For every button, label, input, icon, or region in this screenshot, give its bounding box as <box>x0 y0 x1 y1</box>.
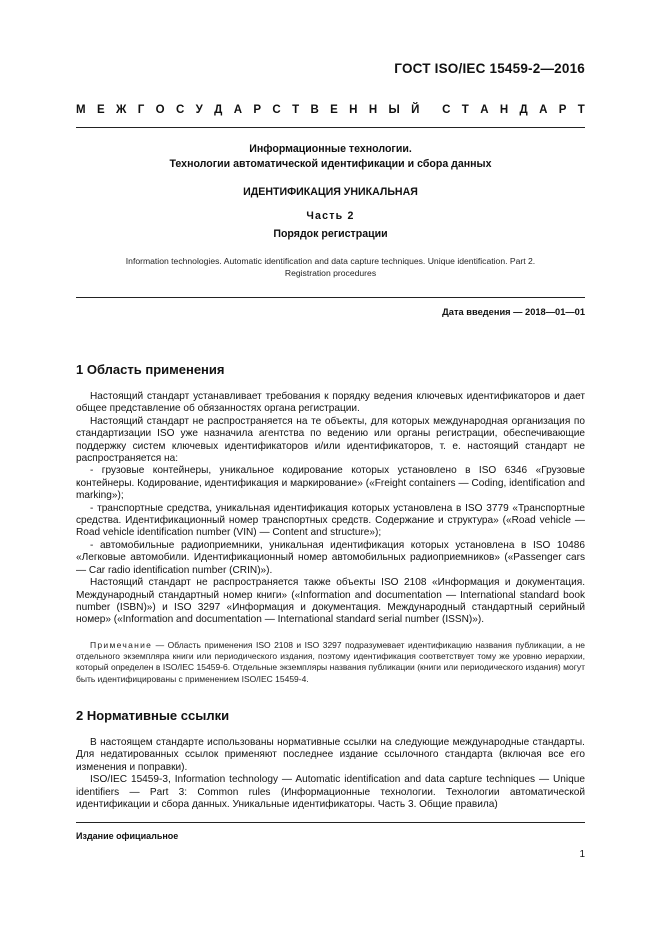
heading-letter: Р <box>253 104 262 116</box>
heading-letter: А <box>233 104 243 116</box>
heading-letter: Ж <box>115 104 127 116</box>
paragraph: В настоящем стандарте использованы нормативные ссылки на следующие международные стандарты. Для недатированных ссылок применяют последнее издание ссылочного стандарта (включая все его изменения и поправки). <box>76 737 585 773</box>
heading-letter: А <box>539 104 548 116</box>
heading-letter: О <box>155 104 165 116</box>
heading-letter: С <box>175 104 185 116</box>
section-1-title: 1 Область применения <box>76 362 225 377</box>
paragraph: Настоящий стандарт не распространяется на те объекты, для которых международная организация по стандартизации ISO уже назначила агентства по ведению или органы регистрации, обеспечивающие поддержку систем ключевых идентификаторов и/или идентификаторов, т. е. настоящий стандарт не распространяется на: <box>76 415 585 465</box>
heading-letter: Н <box>499 104 509 116</box>
heading-letter: М <box>76 104 86 116</box>
heading-letter: С <box>442 104 451 116</box>
paragraph: ISO/IEC 15459-3, Information technology — Automatic identification and data capture techniques — Unique identifiers — Part 3: Common rules (Информационные технологии. Технологии автоматической идентификации и сбора данных. Уникальные идентификаторы. Часть 3. Общие правила) <box>76 774 585 811</box>
subtitle: Порядок регистрации <box>273 228 388 240</box>
heading-letter: У <box>195 104 203 116</box>
introduction-date: Дата введения — 2018—01—01 <box>442 307 585 317</box>
heading-letter: А <box>480 104 489 116</box>
english-title-line-2: Registration procedures <box>284 268 377 278</box>
heading-letter: Т <box>577 104 585 116</box>
title-line-1: Информационные технологии. <box>249 143 412 155</box>
heading-letter: Й <box>411 104 420 116</box>
english-title-line-1: Information technologies. Automatic identification and data capture techniques. Unique identification. Part 2. <box>125 256 536 266</box>
heading-letter: Т <box>461 104 469 116</box>
heading-letter: Ы <box>388 104 400 116</box>
section-1-body <box>76 391 585 627</box>
title-line-2: Технологии автоматической идентификации и сбора данных <box>169 158 492 170</box>
heading-letter: В <box>310 104 319 116</box>
part-label: Часть 2 <box>306 210 355 222</box>
document-code: ГОСТ ISO/IEC 15459-2—2016 <box>394 61 585 76</box>
heading-letter: Р <box>558 104 567 116</box>
note-label: Примечание <box>90 640 153 650</box>
heading-letter: С <box>272 104 281 116</box>
heading-letter: Н <box>349 104 358 116</box>
middle-divider <box>76 297 585 298</box>
section-2-title: 2 Нормативные ссылки <box>76 708 230 723</box>
edition-label: Издание официальное <box>76 831 179 841</box>
footer-divider <box>76 822 585 823</box>
title-line-3: ИДЕНТИФИКАЦИЯ УНИКАЛЬНАЯ <box>243 186 418 198</box>
english-title <box>76 255 585 279</box>
heading-letter: Е <box>330 104 338 116</box>
interstate-standard-heading <box>76 104 585 116</box>
heading-letter: Т <box>292 104 300 116</box>
heading-letter: Е <box>96 104 105 116</box>
heading-letter: Г <box>137 104 145 116</box>
list-item: - транспортные средства, уникальная идентификация которых установлена в ISO 3779 «Транспортные средства. Идентификационный номер транспортных средств. Содержание и структура» («Road vehicle — Road vehicle identification number (VIN) — Content and structure»); <box>76 502 585 539</box>
top-divider <box>76 127 585 128</box>
heading-letter: Д <box>214 104 223 116</box>
list-item: - автомобильные радиоприемники, уникальная идентификация которых установлена в ISO 10486 «Легковые автомобили. Идентификационный номер автомобильных радиоприемников» («Passenger cars — Car radio identification number (CRIN)»). <box>76 539 585 576</box>
heading-letter: Н <box>368 104 378 116</box>
paragraph: Настоящий стандарт не распространяется также объекты ISO 2108 «Информация и документация. Международный стандартный номер книги» («Information and documentation — International standard book number (ISBN)») и ISO 3297 «Информация и документация. Международный стандартный серийный номер» («Information and documentation — International standard serial number (ISSN)»). <box>76 577 585 626</box>
heading-letter: Д <box>519 104 528 116</box>
page-number: 1 <box>579 849 585 860</box>
section-2-body <box>76 737 585 811</box>
note-text: — Область применения ISO 2108 и ISO 3297 подразумевает идентификацию названия публикации, а не отдельного экземпляра книги или периодического издания, поэтому идентификация соответствует тому же уровню иерархии, который определен в ISO/IEC 15459-6. Отдельные экземпляры названия публикации (книги или периодического издания) могут быть идентифицированы с применением ISO/IEC 15459-4. <box>76 640 585 684</box>
note <box>76 640 585 685</box>
list-item: - грузовые контейнеры, уникальное кодирование которых установлено в ISO 6346 «Грузовые контейнеры. Кодирование, идентификация и маркирование» («Freight containers — Coding, identification and marking»); <box>76 465 585 502</box>
paragraph: Настоящий стандарт устанавливает требования к порядку ведения ключевых идентификаторов и дает общее представление об обязанностях органа регистрации. <box>76 391 585 415</box>
